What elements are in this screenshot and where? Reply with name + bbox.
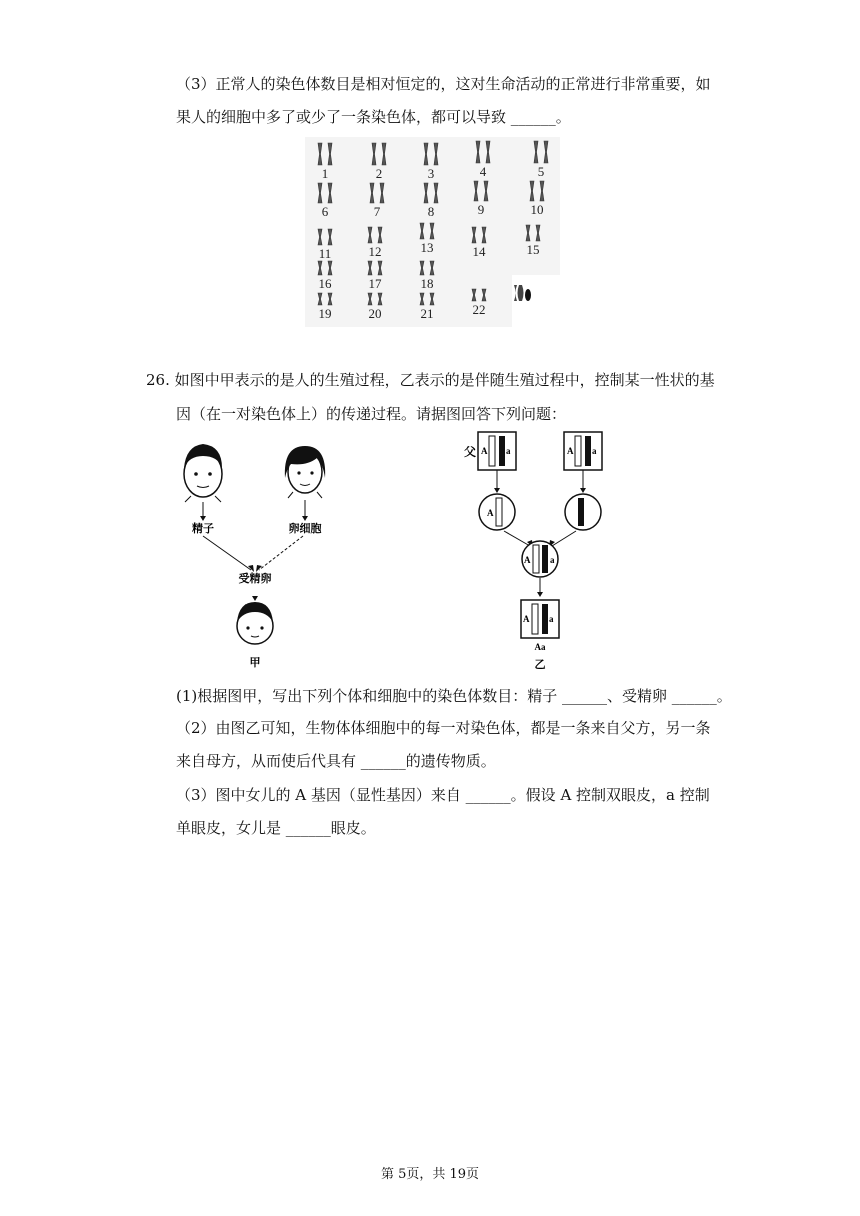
chromosome-number-16: 16	[318, 276, 332, 291]
chromosome-number-13: 13	[420, 240, 434, 255]
zygote-cell	[522, 541, 558, 577]
svg-text:a: a	[550, 555, 555, 565]
chromosome-number-7: 7	[373, 204, 381, 219]
figure-yi	[460, 428, 620, 673]
q26-sub3-line1: （3）图中女儿的 A 基因（显性基因）来自 ______。假设 A 控制双眼皮，a 控制	[176, 786, 710, 804]
chromosome-number-14: 14	[472, 244, 486, 259]
chromosome-number-4: 4	[479, 164, 487, 179]
figure-jia	[175, 438, 355, 673]
q26-stem-line1: 26. 如图中甲表示的是人的生殖过程，乙表示的是伴随生殖过程中，控制某一性状的基	[146, 371, 715, 389]
chromosome-number-8: 8	[427, 204, 435, 219]
mother-cell	[564, 432, 602, 470]
chromosome-number-19: 19	[318, 306, 332, 321]
offspring-genotype: Aa	[534, 642, 546, 652]
figure-jia-caption: 甲	[249, 657, 261, 669]
svg-text:a: a	[592, 446, 597, 456]
chromosome-number-12: 12	[368, 244, 382, 259]
chromosome-number-15: 15	[526, 242, 540, 257]
svg-text:a: a	[506, 446, 511, 456]
q26-stem-line2: 因（在一对染色体上）的传递过程。请据图回答下列问题：	[176, 405, 567, 423]
q25-part3-line1: （3）正常人的染色体数目是相对恒定的，这对生命活动的正常进行非常重要，如	[176, 75, 711, 93]
page-footer: 第 5页，共 19页	[380, 1167, 480, 1182]
mother-head-icon	[285, 446, 325, 498]
svg-text:A: A	[481, 446, 488, 456]
father-cell	[478, 432, 516, 470]
karyotype-figure	[305, 137, 560, 327]
svg-text:A: A	[487, 508, 494, 518]
chromosome-number-3: 3	[427, 166, 435, 181]
chromosome-number-18: 18	[420, 276, 434, 291]
chromosome-number-10: 10	[530, 202, 544, 217]
chromosome-number-17: 17	[368, 276, 382, 291]
sperm-label: 精子	[192, 523, 214, 535]
svg-text:A: A	[567, 446, 574, 456]
q26-sub1: (1)根据图甲，写出下列个体和细胞中的染色体数目：精子 ______、受精卵 ______。	[176, 687, 732, 705]
sperm-gamete	[479, 494, 515, 530]
father-label: 父	[464, 445, 477, 459]
chromosome-number-22: 22	[472, 302, 486, 317]
q26-sub2-line2: 来自母方，从而使后代具有 ______的遗传物质。	[176, 752, 496, 770]
svg-text:A: A	[524, 555, 531, 565]
chromosome-number-20: 20	[368, 306, 382, 321]
daughter-head-icon	[237, 602, 273, 644]
egg-gamete	[565, 494, 601, 530]
q26-sub2-line1: （2）由图乙可知，生物体体细胞中的每一对染色体，都是一条来自父方，另一条	[176, 719, 711, 737]
figure-yi-caption: 乙	[534, 659, 546, 671]
father-head-icon	[184, 444, 222, 502]
egg-label: 卵细胞	[288, 523, 322, 535]
chromosome-number-11: 11	[318, 246, 332, 261]
offspring-cell	[521, 600, 559, 638]
chromosome-number-5: 5	[537, 164, 545, 179]
svg-text:a: a	[549, 614, 554, 624]
q26-sub3-line2: 单眼皮，女儿是 ______眼皮。	[176, 819, 376, 837]
zygote-label: 受精卵	[238, 573, 272, 585]
chromosome-number-9: 9	[477, 202, 485, 217]
svg-text:A: A	[523, 614, 530, 624]
chromosome-number-2: 2	[375, 166, 383, 181]
q25-part3-line2: 果人的细胞中多了或少了一条染色体，都可以导致 ______。	[176, 108, 571, 126]
chromosome-number-21: 21	[420, 306, 434, 321]
chromosome-number-1: 1	[321, 166, 329, 181]
chromosome-number-6: 6	[321, 204, 329, 219]
